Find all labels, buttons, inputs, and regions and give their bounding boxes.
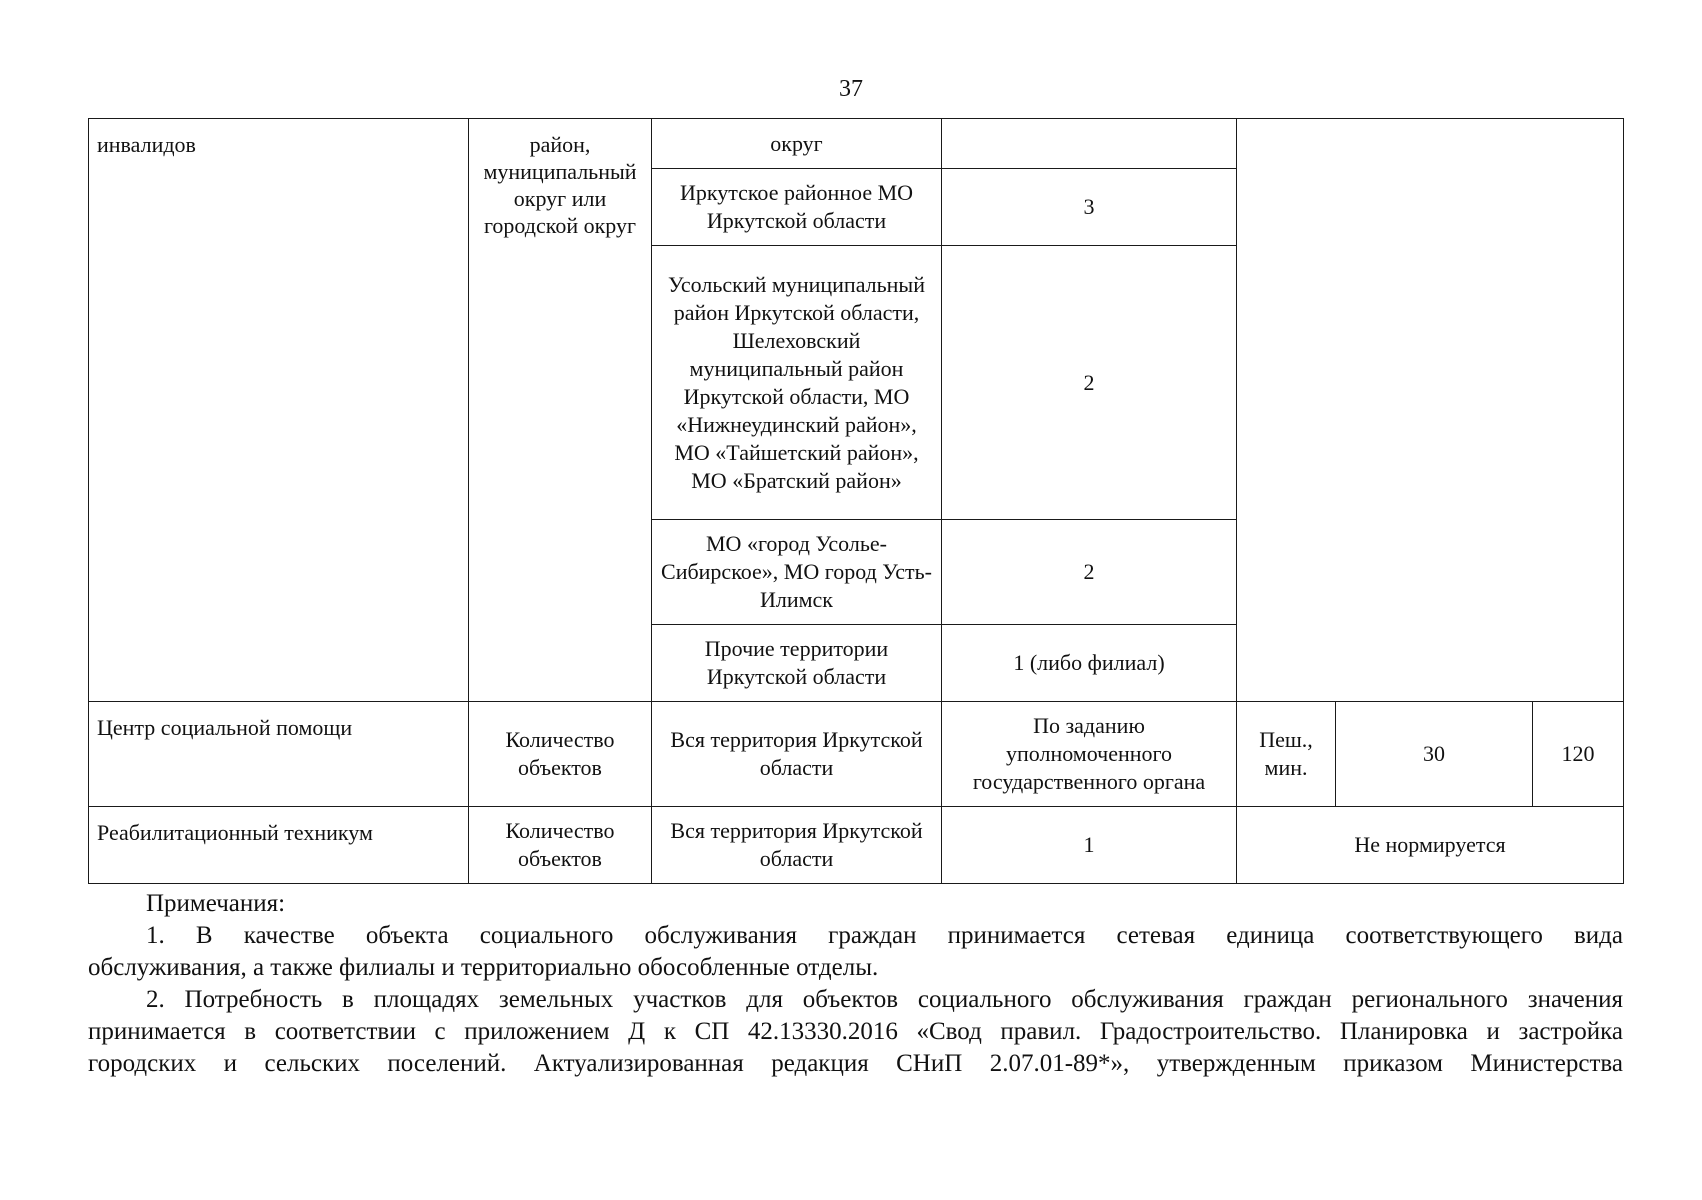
- value-cell: По заданию уполномоченного государственного органа: [942, 702, 1237, 807]
- territory-cell: МО «город Усолье-Сибирское», МО город Усть-Илимск: [652, 520, 942, 625]
- note-1-line-2: обслуживания, а также филиалы и территориально обособленные отделы.: [88, 954, 879, 981]
- table-row: [89, 702, 1624, 807]
- object-name-cell: Центр социальной помощи: [89, 702, 469, 807]
- territory-cell: Вся территория Иркутской области: [652, 807, 942, 884]
- object-name-cell: инвалидов: [89, 119, 469, 702]
- indicator-cell: район, муниципальный округ или городской округ: [469, 119, 652, 702]
- territory-cell: Иркутское районное МО Иркутской области: [652, 169, 942, 246]
- value-cell: 2: [942, 520, 1237, 625]
- note-2-line-2: принимается в соответствии с приложением Д к СП 42.13330.2016 «Свод правил. Градостроительство. Планировка и застройка: [88, 1018, 1623, 1045]
- access-value-cell: 120: [1533, 702, 1624, 807]
- object-name-cell: Реабилитационный техникум: [89, 807, 469, 884]
- value-cell: 3: [942, 169, 1237, 246]
- indicator-cell: Количество объектов: [469, 807, 652, 884]
- territory-cell: округ: [652, 119, 942, 169]
- territory-cell: Вся территория Иркутской области: [652, 702, 942, 807]
- note-2-line-3: городских и сельских поселений. Актуализированная редакция СНиП 2.07.01-89*», утвержденным приказом Министерства: [88, 1050, 1623, 1077]
- note-2-line-1: 2. Потребность в площадях земельных участков для объектов социального обслуживания граждан регионального значения: [146, 986, 1623, 1013]
- territory-cell: Прочие территории Иркутской области: [652, 625, 942, 702]
- value-cell: 1: [942, 807, 1237, 884]
- norms-table: [88, 118, 1624, 884]
- territory-cell: Усольский муниципальный район Иркутской области, Шелеховский муниципальный район Иркутской области, МО «Нижнеудинский район», МО «Тайшетский район», МО «Братский район»: [652, 246, 942, 520]
- note-1-line-1: 1. В качестве объекта социального обслуживания граждан принимается сетевая единица соответствующего вида: [146, 922, 1623, 949]
- access-value-cell: 30: [1336, 702, 1533, 807]
- unit-cell: Пеш., мин.: [1237, 702, 1336, 807]
- notes-heading: Примечания:: [146, 890, 286, 917]
- value-cell: 2: [942, 246, 1237, 520]
- access-cell: [1237, 119, 1624, 702]
- table-row: [89, 119, 1624, 169]
- page-number: 37: [839, 76, 863, 102]
- value-cell: [942, 119, 1237, 169]
- notes-section: [88, 888, 1623, 1080]
- value-cell: 1 (либо филиал): [942, 625, 1237, 702]
- indicator-cell: Количество объектов: [469, 702, 652, 807]
- table-row: [89, 807, 1624, 884]
- access-cell: Не нормируется: [1237, 807, 1624, 884]
